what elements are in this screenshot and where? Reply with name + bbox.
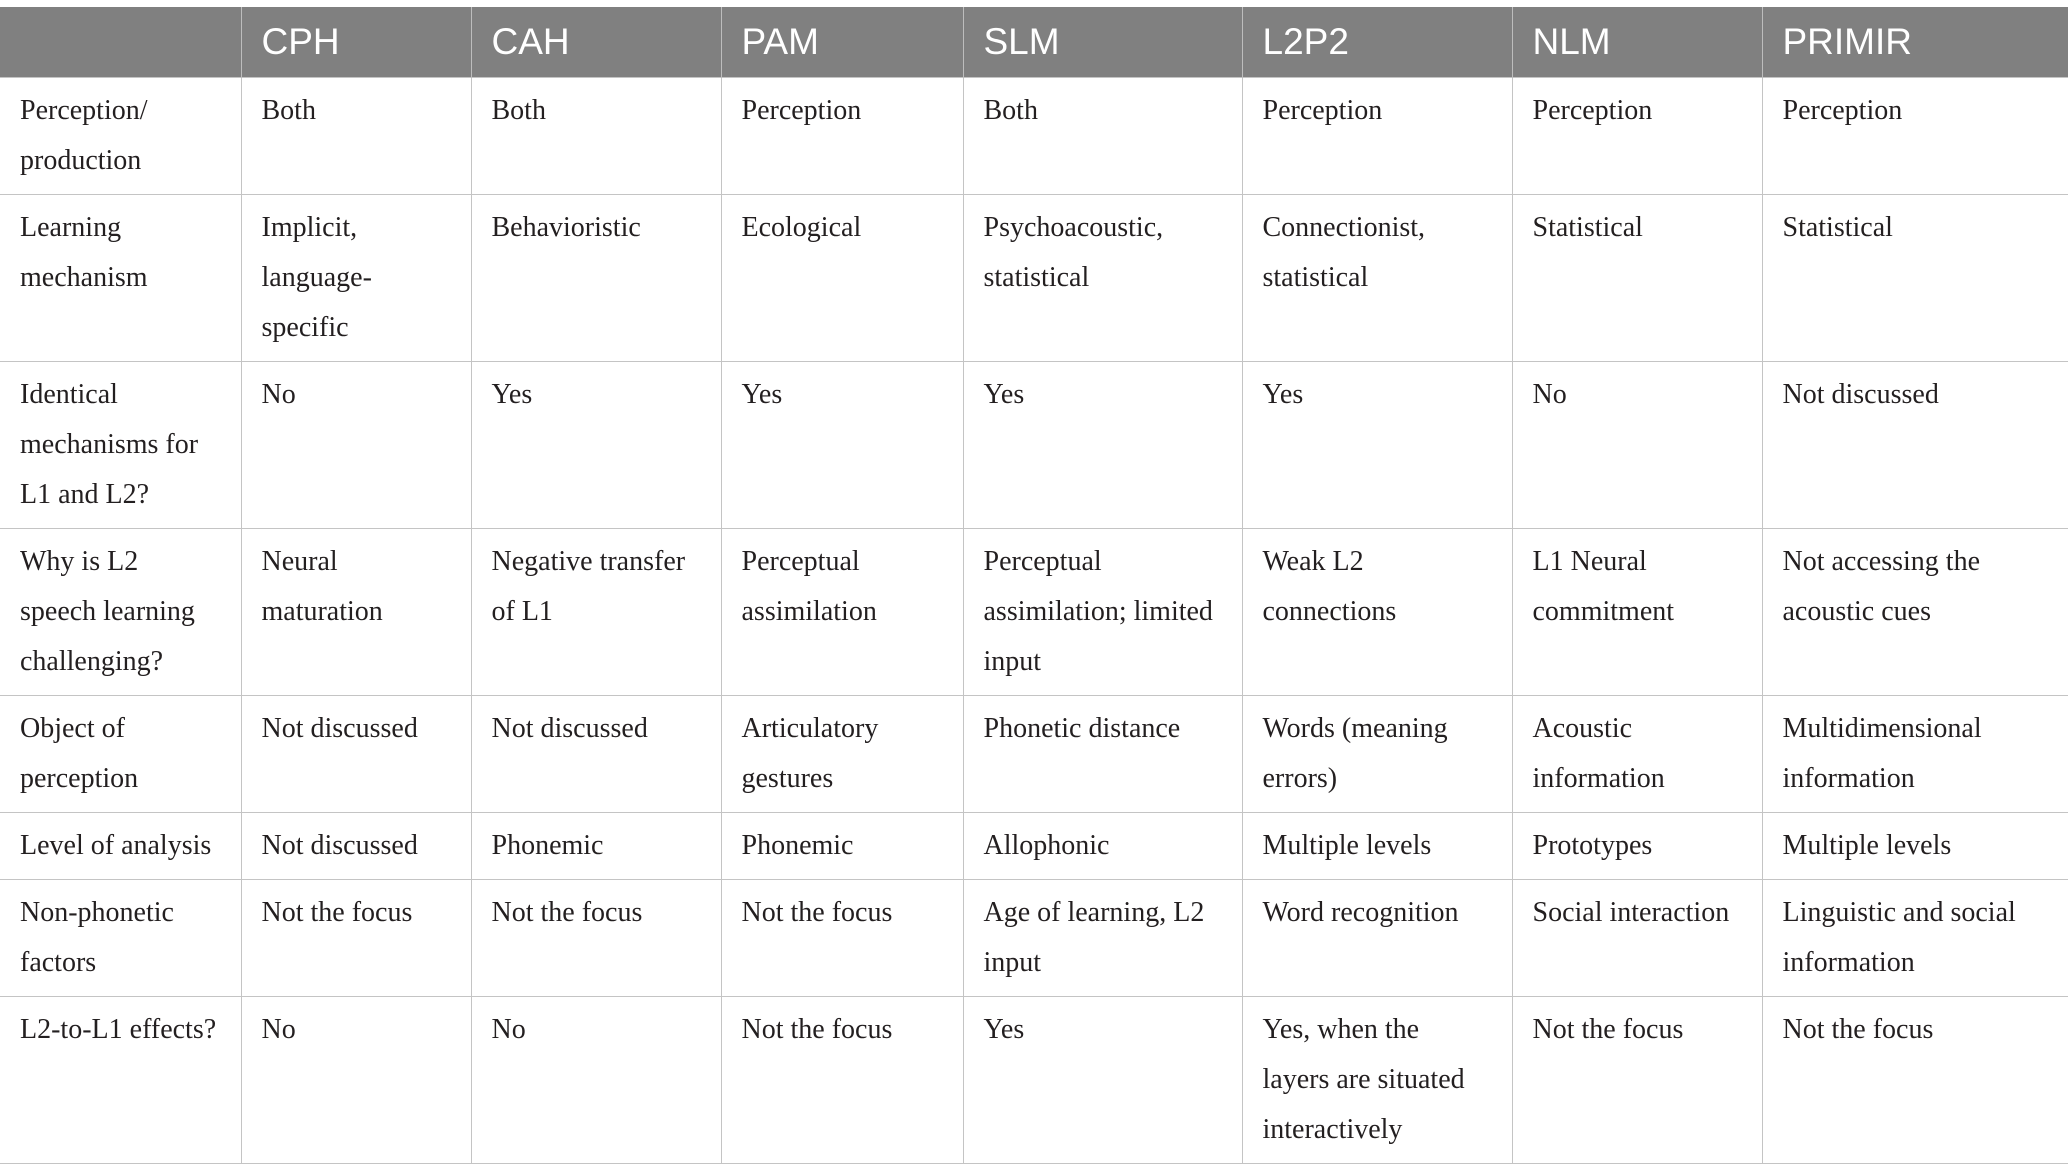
table-cell: Not the focus bbox=[471, 880, 721, 997]
table-cell: Not the focus bbox=[721, 997, 963, 1164]
comparison-table-container bbox=[0, 7, 2068, 1164]
table-cell: Social interaction bbox=[1512, 880, 1762, 997]
header-pam: PAM bbox=[721, 7, 963, 78]
table-cell: Word recognition bbox=[1242, 880, 1512, 997]
table-cell: Not the focus bbox=[721, 880, 963, 997]
table-row bbox=[0, 529, 2068, 696]
table-cell: Yes bbox=[471, 362, 721, 529]
table-cell: Behavioristic bbox=[471, 195, 721, 362]
header-cah: CAH bbox=[471, 7, 721, 78]
table-cell: Words (meaning errors) bbox=[1242, 696, 1512, 813]
table-cell: Yes bbox=[963, 362, 1242, 529]
table-cell: Perception bbox=[721, 78, 963, 195]
table-row bbox=[0, 195, 2068, 362]
table-cell: Statistical bbox=[1762, 195, 2068, 362]
table-cell: Not discussed bbox=[1762, 362, 2068, 529]
table-row bbox=[0, 997, 2068, 1164]
table-cell: Yes bbox=[963, 997, 1242, 1164]
header-l2p2: L2P2 bbox=[1242, 7, 1512, 78]
table-cell: Yes bbox=[721, 362, 963, 529]
row-label: Perception/ production bbox=[0, 78, 241, 195]
table-cell: Not the focus bbox=[1512, 997, 1762, 1164]
row-label: Level of analysis bbox=[0, 813, 241, 880]
row-label: Identical mechanisms for L1 and L2? bbox=[0, 362, 241, 529]
table-cell: No bbox=[241, 362, 471, 529]
table-cell: Perception bbox=[1242, 78, 1512, 195]
table-cell: Weak L2 connections bbox=[1242, 529, 1512, 696]
table-cell: L1 Neural commitment bbox=[1512, 529, 1762, 696]
header-primir: PRIMIR bbox=[1762, 7, 2068, 78]
table-cell: Perception bbox=[1512, 78, 1762, 195]
table-cell: Yes bbox=[1242, 362, 1512, 529]
table-cell: Not the focus bbox=[241, 880, 471, 997]
table-cell: Perceptual assimilation; limited input bbox=[963, 529, 1242, 696]
table-cell: Perception bbox=[1762, 78, 2068, 195]
table-cell: Not accessing the acoustic cues bbox=[1762, 529, 2068, 696]
table-cell: Both bbox=[471, 78, 721, 195]
table-cell: No bbox=[471, 997, 721, 1164]
table-row bbox=[0, 813, 2068, 880]
header-nlm: NLM bbox=[1512, 7, 1762, 78]
header-slm: SLM bbox=[963, 7, 1242, 78]
table-cell: Phonemic bbox=[721, 813, 963, 880]
table-cell: Both bbox=[963, 78, 1242, 195]
table-cell: Phonetic distance bbox=[963, 696, 1242, 813]
row-label: Learning mechanism bbox=[0, 195, 241, 362]
table-cell: Phonemic bbox=[471, 813, 721, 880]
table-cell: Both bbox=[241, 78, 471, 195]
table-cell: Not the focus bbox=[1762, 997, 2068, 1164]
table-cell: No bbox=[241, 997, 471, 1164]
table-cell: Multiple levels bbox=[1762, 813, 2068, 880]
table-cell: Not discussed bbox=[241, 696, 471, 813]
table-row bbox=[0, 696, 2068, 813]
models-comparison-table bbox=[0, 7, 2068, 1164]
table-cell: Implicit, language-specific bbox=[241, 195, 471, 362]
table-cell: Age of learning, L2 input bbox=[963, 880, 1242, 997]
table-cell: Not discussed bbox=[241, 813, 471, 880]
row-label: L2-to-L1 effects? bbox=[0, 997, 241, 1164]
table-cell: No bbox=[1512, 362, 1762, 529]
table-cell: Statistical bbox=[1512, 195, 1762, 362]
table-cell: Multiple levels bbox=[1242, 813, 1512, 880]
header-corner bbox=[0, 7, 241, 78]
header-cph: CPH bbox=[241, 7, 471, 78]
table-row bbox=[0, 78, 2068, 195]
row-label: Why is L2 speech learning challenging? bbox=[0, 529, 241, 696]
table-row bbox=[0, 362, 2068, 529]
table-cell: Acoustic information bbox=[1512, 696, 1762, 813]
table-cell: Psychoacoustic, statistical bbox=[963, 195, 1242, 362]
table-cell: Connectionist, statistical bbox=[1242, 195, 1512, 362]
table-cell: Yes, when the layers are situated interactively bbox=[1242, 997, 1512, 1164]
table-cell: Negative transfer of L1 bbox=[471, 529, 721, 696]
table-cell: Multidimensional information bbox=[1762, 696, 2068, 813]
table-cell: Articulatory gestures bbox=[721, 696, 963, 813]
row-label: Non-phonetic factors bbox=[0, 880, 241, 997]
table-cell: Neural maturation bbox=[241, 529, 471, 696]
table-cell: Not discussed bbox=[471, 696, 721, 813]
table-cell: Perceptual assimilation bbox=[721, 529, 963, 696]
row-label: Object of perception bbox=[0, 696, 241, 813]
table-cell: Prototypes bbox=[1512, 813, 1762, 880]
table-cell: Allophonic bbox=[963, 813, 1242, 880]
header-row bbox=[0, 7, 2068, 78]
table-cell: Linguistic and social information bbox=[1762, 880, 2068, 997]
table-row bbox=[0, 880, 2068, 997]
table-cell: Ecological bbox=[721, 195, 963, 362]
